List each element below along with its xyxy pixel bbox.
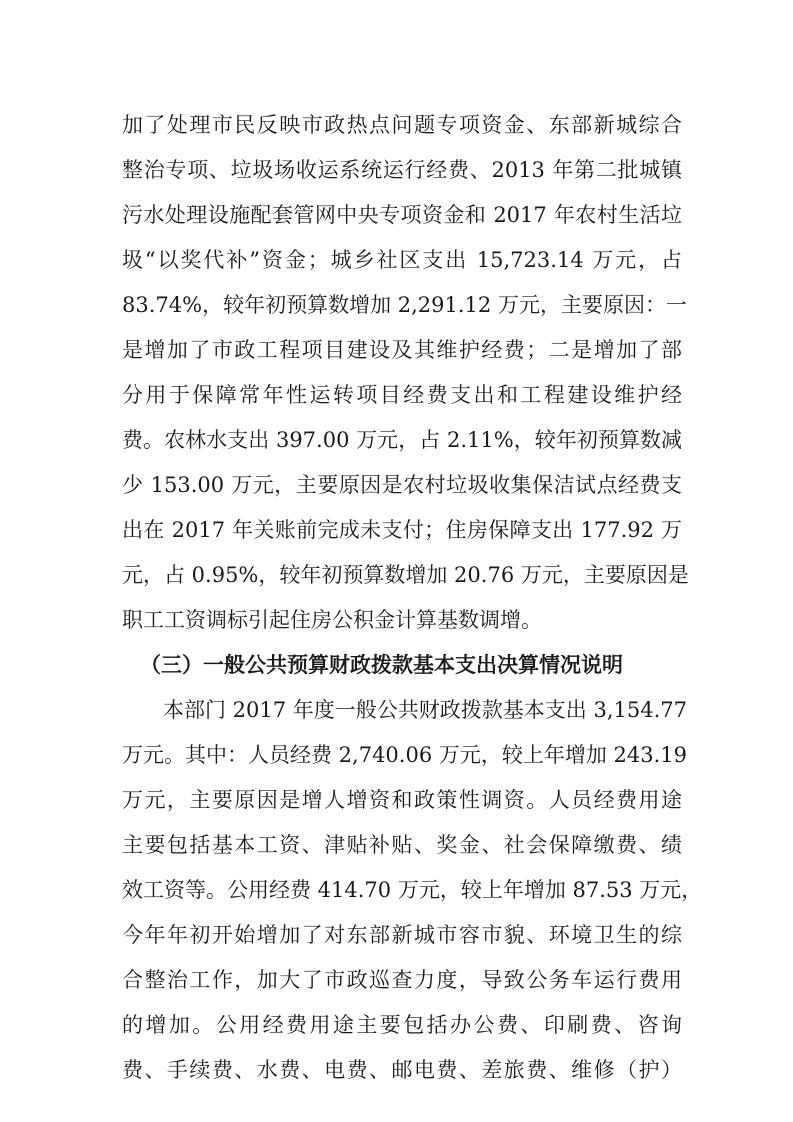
paragraph-line: 83.74%，较年初预算数增加 2,291.12 万元，主要原因：一	[122, 293, 687, 317]
paragraph-line: 合整治工作，加大了市政巡查力度，导致公务车运行费用	[122, 968, 682, 992]
paragraph-line: 万元，主要原因是增人增资和政策性调资。人员经费用途	[122, 788, 682, 812]
paragraph-line: 圾“以奖代补”资金；城乡社区支出 15,723.14 万元，占	[122, 248, 682, 272]
paragraph-line: 加了处理市民反映市政热点问题专项资金、东部新城综合	[122, 113, 682, 137]
paragraph-line: 效工资等。公用经费 414.70 万元，较上年增加 87.53 万元，	[122, 878, 703, 902]
paragraph-line: 元，占 0.95%，较年初预算数增加 20.76 万元，主要原因是	[122, 563, 689, 587]
paragraph-line: 是增加了市政工程项目建设及其维护经费；二是增加了部	[122, 338, 682, 362]
section-heading: （三）一般公共预算财政拨款基本支出决算情况说明	[140, 652, 623, 677]
paragraph-line: 出在 2017 年关账前完成未支付；住房保障支出 177.92 万	[122, 518, 682, 542]
paragraph-line: 的增加。公用经费用途主要包括办公费、印刷费、咨询	[122, 1013, 682, 1037]
paragraph-line: 污水处理设施配套管网中央专项资金和 2017 年农村生活垃	[122, 203, 682, 227]
paragraph-line: 本部门 2017 年度一般公共财政拨款基本支出 3,154.77	[163, 698, 687, 722]
paragraph-line: 费。农林水支出 397.00 万元，占 2.11%，较年初预算数减	[122, 428, 682, 452]
paragraph-line: 整治专项、垃圾场收运系统运行经费、2013 年第二批城镇	[122, 158, 682, 182]
paragraph-line: 职工工资调标引起住房公积金计算基数调增。	[122, 608, 542, 632]
paragraph-line: 少 153.00 万元，主要原因是农村垃圾收集保洁试点经费支	[122, 473, 682, 497]
paragraph-line: 万元。其中：人员经费 2,740.06 万元，较上年增加 243.19	[122, 743, 688, 767]
paragraph-line: 今年年初开始增加了对东部新城市容市貌、环境卫生的综	[122, 923, 682, 947]
paragraph-line: 主要包括基本工资、津贴补贴、奖金、社会保障缴费、绩	[122, 833, 682, 857]
paragraph-line: 费、手续费、水费、电费、邮电费、差旅费、维修（护）	[122, 1058, 682, 1082]
paragraph-line: 分用于保障常年性运转项目经费支出和工程建设维护经	[122, 383, 682, 407]
